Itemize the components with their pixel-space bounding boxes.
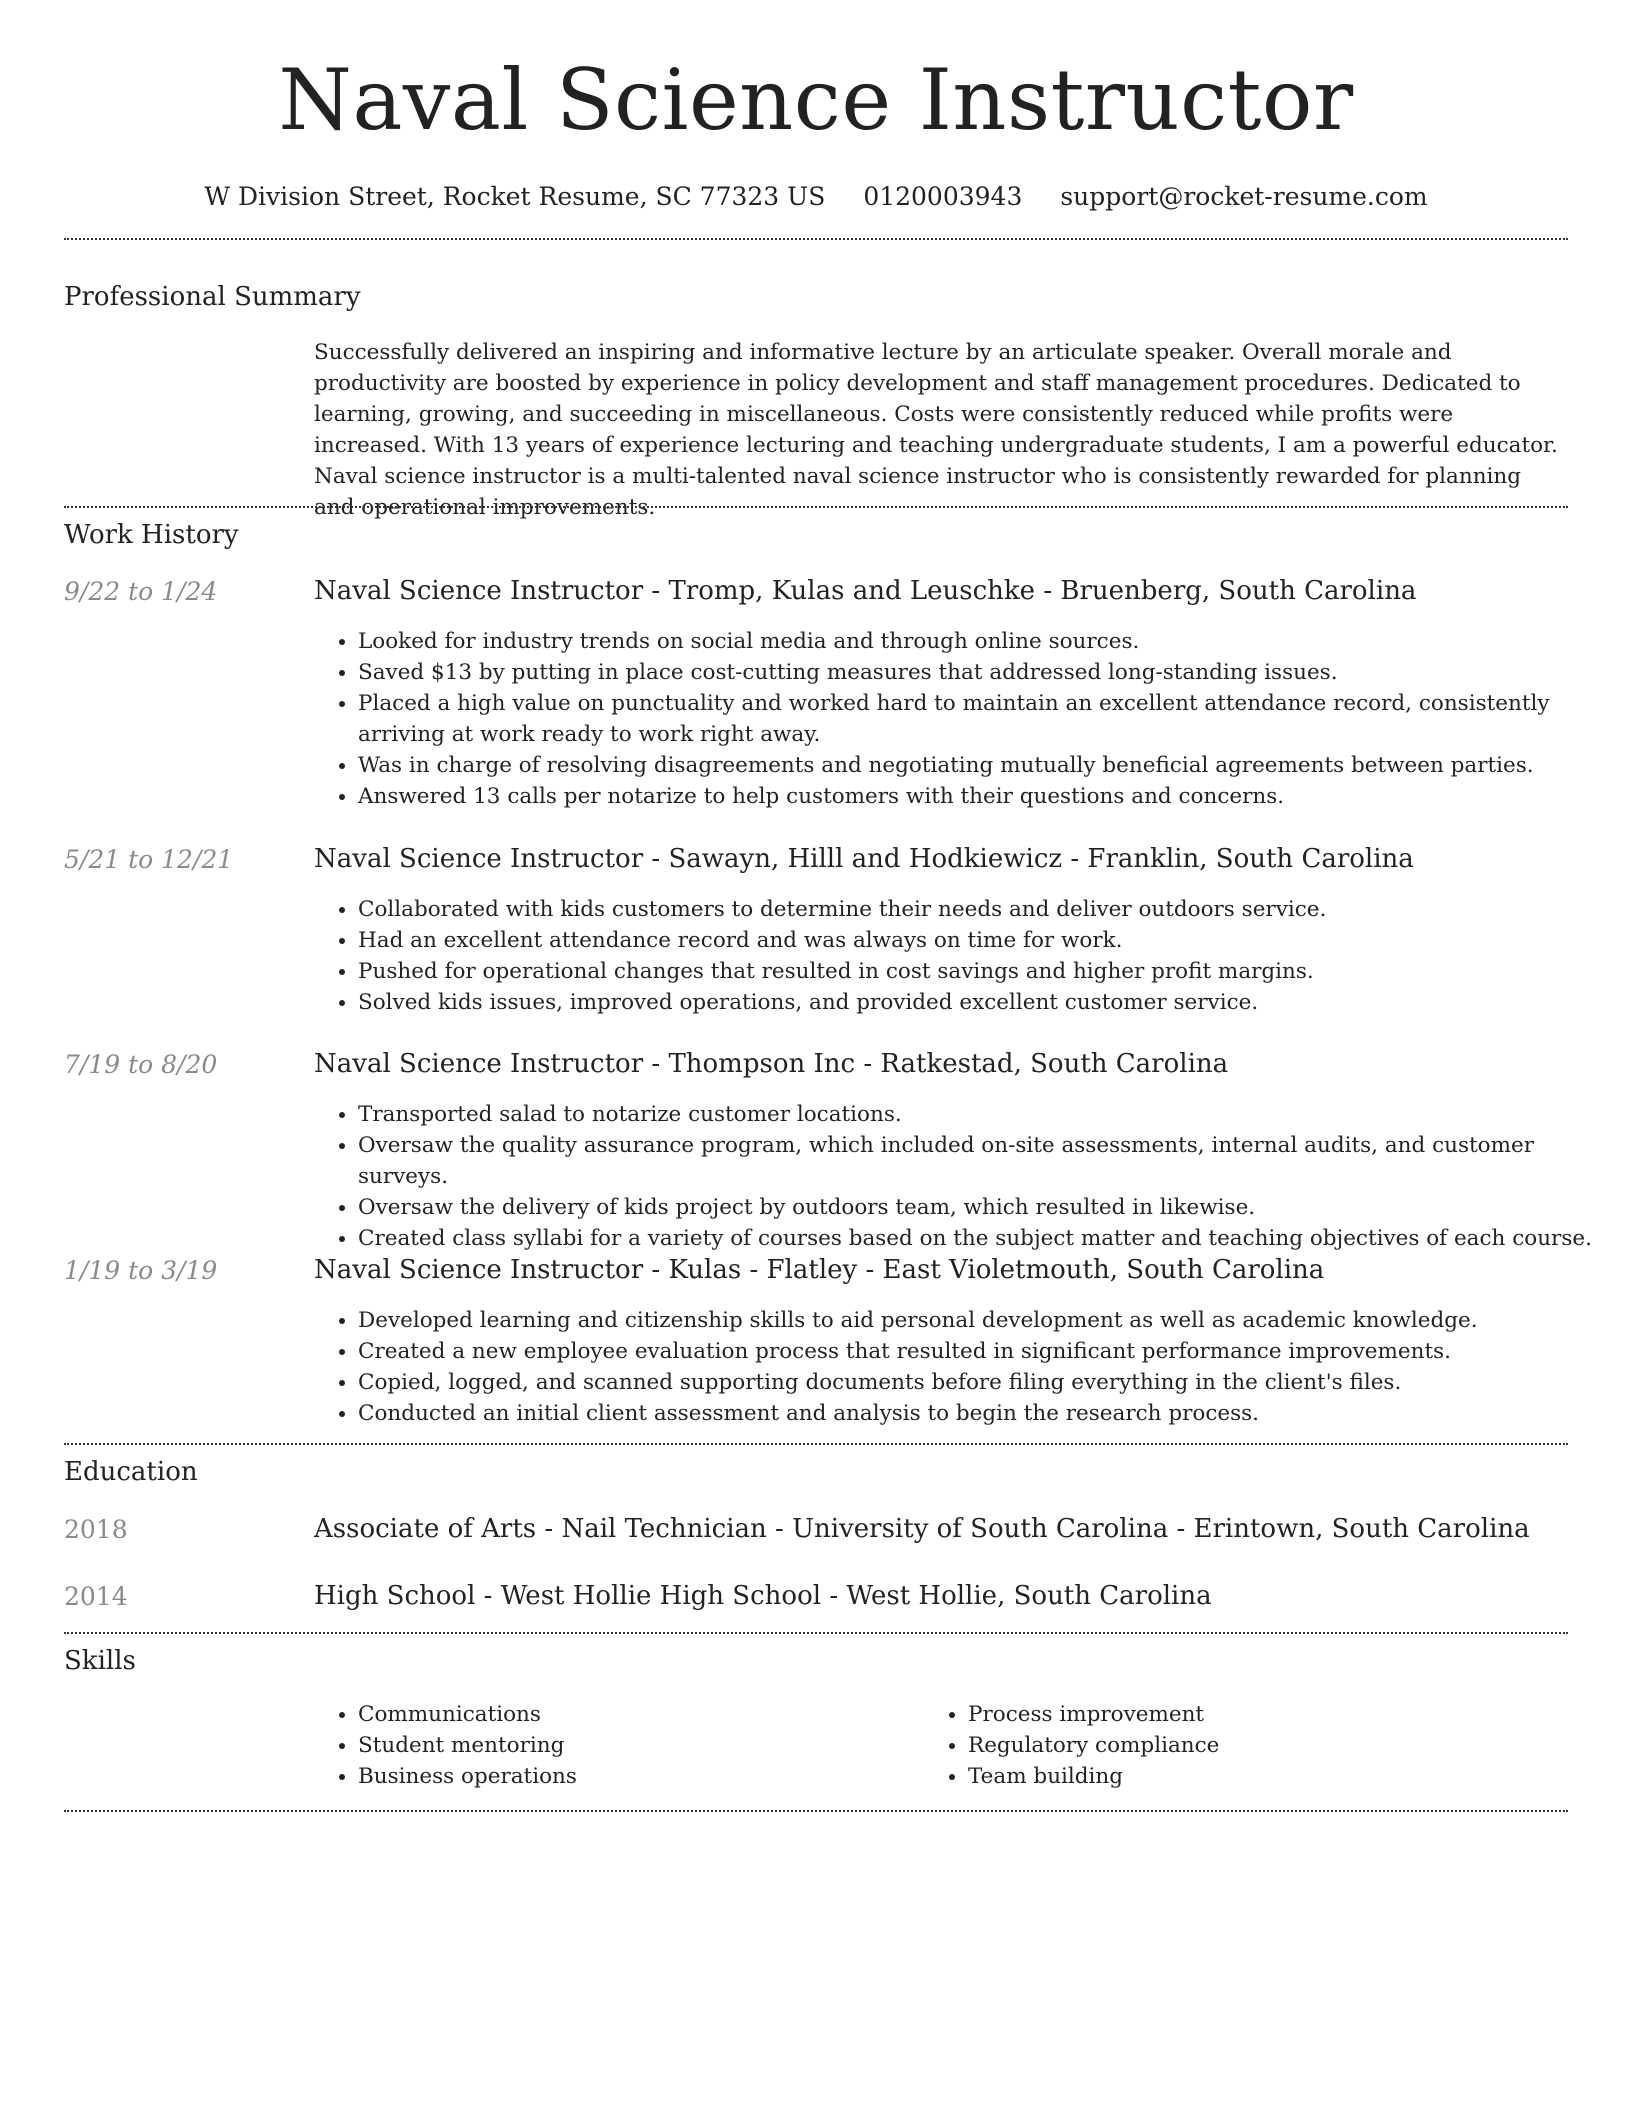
summary-heading: Professional Summary xyxy=(64,282,361,312)
page-title: Naval Science Instructor xyxy=(278,51,1354,149)
list-item: • Had an excellent attendance record and was always on time for work. xyxy=(358,925,1612,956)
skills-list-right xyxy=(924,1699,1568,1792)
list-item: • Copied, logged, and scanned supporting documents before filing everything in the client's files. xyxy=(358,1367,1612,1398)
job-bullets xyxy=(314,626,1612,812)
job-dates: 5/21 to 12/21 xyxy=(64,845,234,874)
section-divider xyxy=(64,238,1568,240)
job-title: Naval Science Instructor - Tromp, Kulas and Leuschke - Bruenberg, South Carolina xyxy=(314,576,1417,606)
education-heading: Education xyxy=(64,1457,198,1487)
job-bullets xyxy=(314,894,1612,1018)
summary-text: Successfully delivered an inspiring and informative lecture by an articulate speaker. Overall morale and productivity are boosted by experience in policy development and staff management procedures. Dedicated to learning, growing, and succeeding in miscellaneous. Costs were consistently reduced while profits were increased. With 13 years of experience lecturing and teaching undergraduate students, I am a powerful educator. Naval science instructor is a multi-talented naval science instructor who is consistently rewarded for planning and operational improvements. xyxy=(314,340,1558,520)
work-history-heading: Work History xyxy=(64,520,239,550)
job-dates: 1/19 to 3/19 xyxy=(64,1256,218,1285)
list-item: • Pushed for operational changes that resulted in cost savings and higher profit margins. xyxy=(358,956,1612,987)
job-title: Naval Science Instructor - Sawayn, Hilll and Hodkiewicz - Franklin, South Carolina xyxy=(314,844,1414,874)
education-title: Associate of Arts - Nail Technician - University of South Carolina - Erintown, South Carolina xyxy=(314,1514,1530,1544)
section-divider xyxy=(64,1632,1568,1634)
contact-phone: 0120003943 xyxy=(863,182,1023,211)
list-item: • Was in charge of resolving disagreements and negotiating mutually beneficial agreements between parties. xyxy=(358,750,1612,781)
list-item: • Developed learning and citizenship skills to aid personal development as well as academic knowledge. xyxy=(358,1305,1612,1336)
list-item: • Oversaw the delivery of kids project by outdoors team, which resulted in likewise. xyxy=(358,1192,1612,1223)
list-item: • Process improvement xyxy=(968,1699,1568,1730)
list-item: • Collaborated with kids customers to determine their needs and deliver outdoors service. xyxy=(358,894,1612,925)
education-year: 2014 xyxy=(64,1582,128,1611)
education-year: 2018 xyxy=(64,1515,128,1544)
list-item: • Saved $13 by putting in place cost-cutting measures that addressed long-standing issues. xyxy=(358,657,1612,688)
list-item: • Student mentoring xyxy=(358,1730,958,1761)
list-item: • Oversaw the quality assurance program, which included on-site assessments, internal audits, and customer surveys. xyxy=(358,1130,1612,1192)
job-bullets xyxy=(314,1305,1612,1429)
skills-list-left xyxy=(314,1699,958,1792)
list-item: • Solved kids issues, improved operations, and provided excellent customer service. xyxy=(358,987,1612,1018)
contact-line xyxy=(0,182,1632,211)
list-item: • Communications xyxy=(358,1699,958,1730)
list-item: • Team building xyxy=(968,1761,1568,1792)
list-item: • Transported salad to notarize customer locations. xyxy=(358,1099,1612,1130)
job-title: Naval Science Instructor - Thompson Inc - Ratkestad, South Carolina xyxy=(314,1049,1229,1079)
education-title: High School - West Hollie High School - West Hollie, South Carolina xyxy=(314,1581,1212,1611)
skills-heading: Skills xyxy=(64,1646,136,1676)
list-item: • Conducted an initial client assessment and analysis to begin the research process. xyxy=(358,1398,1612,1429)
contact-address: W Division Street, Rocket Resume, SC 77323 US xyxy=(204,182,826,211)
job-dates: 7/19 to 8/20 xyxy=(64,1050,218,1079)
list-item: • Created a new employee evaluation process that resulted in significant performance improvements. xyxy=(358,1336,1612,1367)
section-divider xyxy=(64,1810,1568,1812)
job-title: Naval Science Instructor - Kulas - Flatley - East Violetmouth, South Carolina xyxy=(314,1255,1325,1285)
section-divider xyxy=(64,506,1568,508)
list-item: • Regulatory compliance xyxy=(968,1730,1568,1761)
list-item: • Answered 13 calls per notarize to help customers with their questions and concerns. xyxy=(358,781,1612,812)
list-item: • Placed a high value on punctuality and worked hard to maintain an excellent attendance record, consistently arriving at work ready to work right away. xyxy=(358,688,1612,750)
section-divider xyxy=(64,1443,1568,1445)
job-dates: 9/22 to 1/24 xyxy=(64,577,218,606)
contact-email: support@rocket-resume.com xyxy=(1060,182,1428,211)
job-bullets xyxy=(314,1099,1612,1254)
list-item: • Created class syllabi for a variety of courses based on the subject matter and teaching objectives of each course. xyxy=(358,1223,1612,1254)
list-item: • Business operations xyxy=(358,1761,958,1792)
list-item: • Looked for industry trends on social media and through online sources. xyxy=(358,626,1612,657)
